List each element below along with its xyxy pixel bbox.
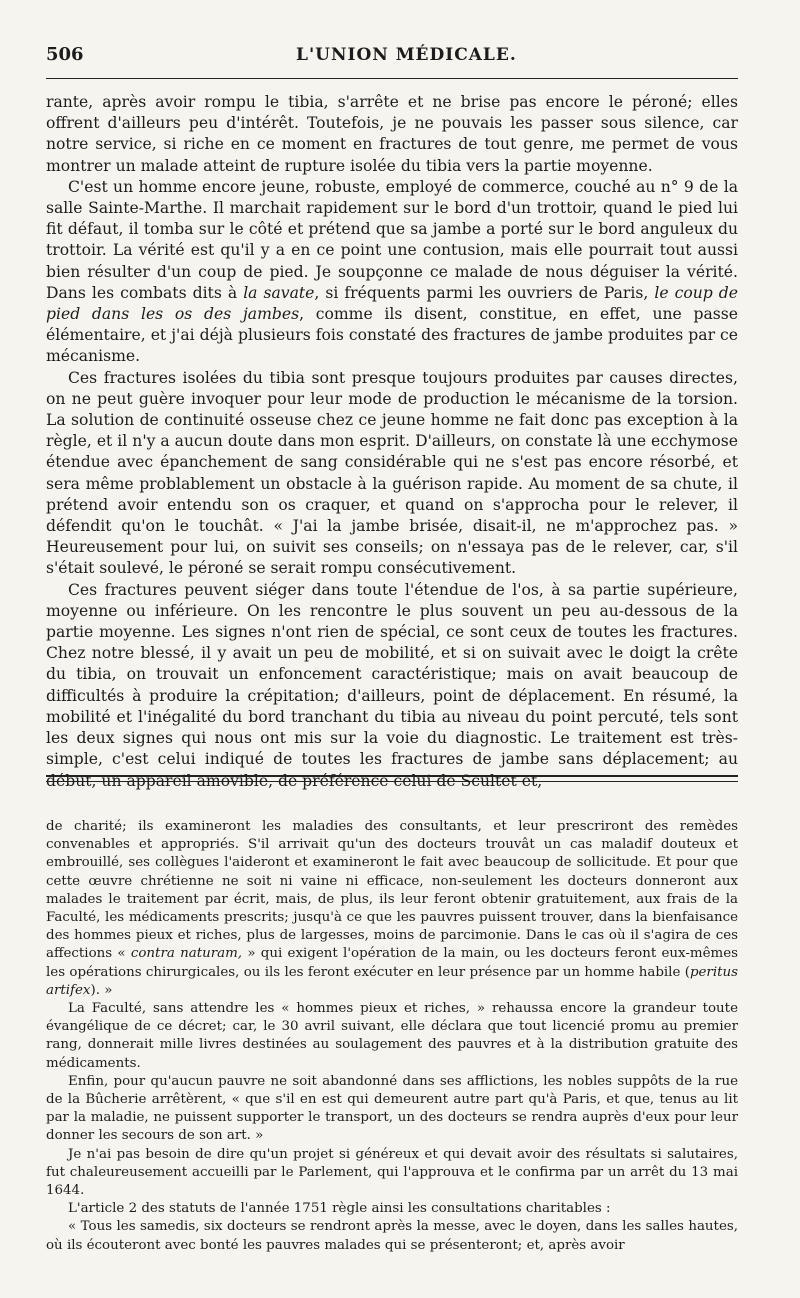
paragraph-text: , comme ils disent, constitue, en effet, une passe élémentaire, et j'ai déjà plusieurs fois constaté des fractures de jambe produites par ce mécanisme.: [46, 305, 738, 366]
note-paragraph: Enfin, pour qu'aucun pauvre ne soit abandonné dans ses afflictions, les nobles suppôts de la rue de la Bûcherie arrêtèrent, « que s'il en est qui demeurent autre part qu'à Paris, et que, tenus au lit par la maladie, ne puissent supporter le transport, un des docteurs se rendra auprès d'eux pour leur donner les secours de son art. »: [46, 1073, 738, 1144]
main-text: [46, 92, 738, 792]
italic-term: le coup de pied dans les os des jambes: [46, 283, 738, 324]
main-paragraph: Ces fractures peuvent siéger dans toute l'étendue de l'os, à sa partie supérieure, moyenne ou inférieure. On les rencontre le plus souvent un peu au-dessous de la partie moyenne. Les signes n'ont rien de spécial, ce sont ceux de toutes les fractures. Chez notre blessé, il y avait un peu de mobilité, et si on suivait avec le doigt la crête du tibia, on trouvait un enfoncement caractéristique; mais on avait beaucoup de difficultés à produire la crépitation; d'ailleurs, point de déplacement. En résumé, la mobilité et l'inégalité du bord tranchant du tibia au niveau du point percuté, tels sont les deux signes qui nous ont mis sur la voie du diagnostic. Le traitement est très-simple, c'est celui indiqué de toutes les fractures de jambe sans déplacement; au début, un appareil amovible, de préférence celui de Scultet et,: [46, 580, 738, 790]
footnote-text: [46, 818, 738, 1255]
footnote-separator: [46, 775, 738, 782]
note-text: ). »: [90, 982, 113, 998]
page: [46, 44, 738, 1253]
page-number: 506: [46, 44, 84, 65]
note-text: » qui exigent l'opération de la main, ou les docteurs feront eux-mêmes les opérations chirurgicales, ou ils les feront exécuter en leur présence par un homme habile (: [46, 946, 738, 980]
italic-term: contra naturam,: [130, 946, 243, 962]
note-paragraph: Je n'ai pas besoin de dire qu'un projet si généreux et qui devait avoir des résultats si salutaires, fut chaleureusement accueilli par le Parlement, qui l'approuva et le confirma par un arrêt du 13 mai 1644.: [46, 1146, 738, 1199]
main-paragraph: Ces fractures isolées du tibia sont presque toujours produites par causes directes, on ne peut guère invoquer pour leur mode de production le mécanisme de la torsion. La solution de continuité osseuse chez ce jeune homme ne fait donc pas exception à la règle, et il n'y a aucun doute dans mon esprit. D'ailleurs, on constate là une ecchymose étendue avec épanchement de sang considérable qui ne s'est pas encore résorbé, et sera même problablement un obstacle à la guérison rapide. Au moment de sa chute, il prétend avoir entendu son os craquer, et quand on s'approcha pour le relever, il défendit qu'on le touchât. « J'ai la jambe brisée, disait-il, ne m'approchez pas. » Heureusement pour lui, on suivit ses conseils; on n'essaya pas de le relever, car, s'il s'était soulevé, le péroné se serait rompu consécutivement.: [46, 368, 738, 578]
paragraph-text: , si fréquents parmi les ouvriers de Paris,: [314, 283, 655, 302]
italic-term: la savate: [243, 283, 315, 302]
note-paragraph: La Faculté, sans attendre les « hommes pieux et riches, » rehaussa encore la grandeur toute évangélique de ce décret; car, le 30 avril suivant, elle déclara que tout licencié promu au premier rang, donnerait mille livres destinées au soulagement des pauvres et à la distribution gratuite des médicaments.: [46, 1001, 738, 1071]
main-paragraph: [46, 177, 738, 368]
running-title: L'UNION MÉDICALE.: [296, 45, 517, 65]
page-header: [46, 44, 738, 74]
note-text: de charité; ils examineront les maladies des consultants, et leur prescriront des remèdes convenables et appropriés. S'il arrivait qu'un des docteurs trouvât un cas maladif douteux et embrouillé, ses collègues l'aideront et examineront le fait avec beaucoup de sollicitude. Et pour que cette œuvre chrétienne ne soit ni vaine ni efficace, non-seulement les docteurs donneront aux malades le traitement par écrit, mais, de plus, ils leur feront obtenir gratuitement, aux frais de la Faculté, les médicaments prescrits; jusqu'à ce que les pauvres puissent trouver, dans la bienfaisance des hommes pieux et riches, plus de largesses, moins de parcimonie. Dans le cas où il s'agira de ces affections «: [46, 819, 738, 962]
italic-term: peritus artifex: [46, 964, 738, 998]
paragraph-text: C'est un homme encore jeune, robuste, employé de commerce, couché au n° 9 de la salle Sainte-Marthe. Il marchait rapidement sur le bord d'un trottoir, quand le pied lui fit défaut, il tomba sur le côté et prétend que sa jambe a porté sur le bord anguleux du trottoir. La vérité est qu'il y a en ce point une contusion, mais elle pourrait tout aussi bien résulter d'un coup de pied. Je soupçonne ce malade de nous déguiser la vérité. Dans les combats dits à: [46, 177, 738, 302]
note-paragraph: L'article 2 des statuts de l'année 1751 règle ainsi les consultations charitables :: [68, 1201, 611, 1217]
note-paragraph: « Tous les samedis, six docteurs se rendront après la messe, avec le doyen, dans les salles hautes, où ils écouteront avec bonté les pauvres malades qui se présenteront; et, après avoir: [46, 1219, 738, 1253]
header-rule: [46, 78, 738, 79]
note-paragraph: [46, 818, 738, 1000]
main-paragraph: rante, après avoir rompu le tibia, s'arrête et ne brise pas encore le péroné; elles offrent d'ailleurs peu d'intérêt. Toutefois, je ne pouvais les passer sous silence, car notre service, si riche en ce moment en fractures de tout genre, me permet de vous montrer un malade atteint de rupture isolée du tibia vers la partie moyenne.: [46, 93, 738, 175]
